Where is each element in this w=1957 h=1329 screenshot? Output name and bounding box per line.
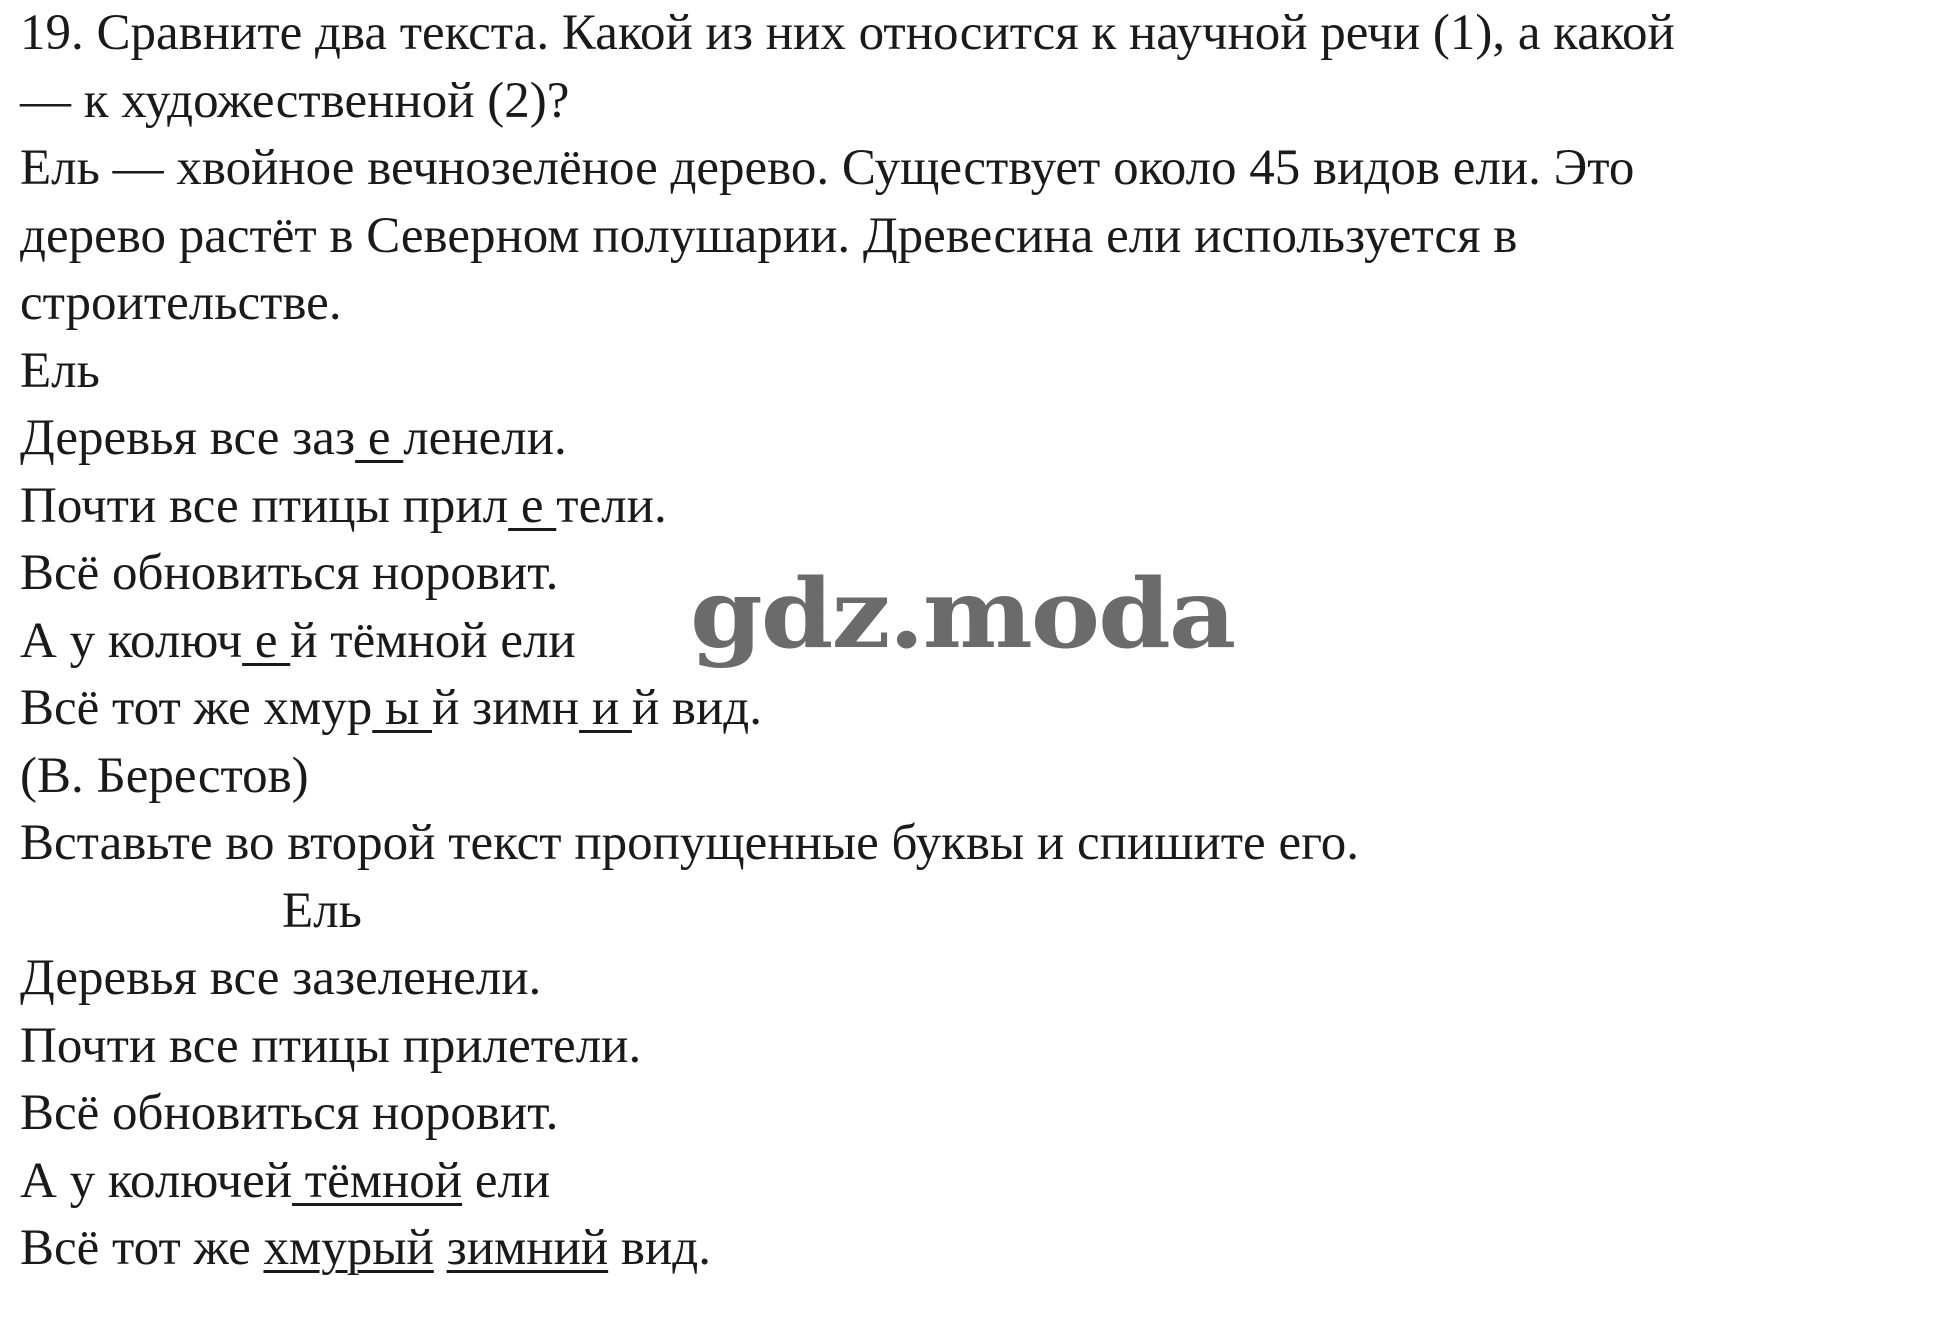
answer-text bbox=[434, 1220, 447, 1276]
science-text-line-1: Ель — хвойное вечнозелёное дерево. Существует около 45 видов ели. Это bbox=[20, 140, 1635, 196]
watermark-logo: gdz.moda bbox=[690, 556, 1235, 670]
poem-text: тели. bbox=[556, 477, 667, 534]
answer-underlined: тёмной bbox=[292, 1152, 463, 1209]
poem-gap bbox=[242, 613, 290, 669]
answer-line-1: Деревья все зазеленели. bbox=[20, 950, 542, 1006]
answer-underlined: хмурый bbox=[263, 1220, 434, 1276]
poem-line-1 bbox=[20, 405, 1950, 473]
answer-text: А у колючей bbox=[20, 1152, 293, 1209]
poem-line-5 bbox=[20, 675, 1950, 743]
answer-line-3: Всё обновиться норовит. bbox=[20, 1085, 559, 1141]
poem-text: й тёмной ели bbox=[290, 612, 576, 669]
poem-author: (В. Берестов) bbox=[20, 747, 309, 804]
instruction: Вставьте во второй текст пропущенные буквы и спишите его. bbox=[20, 815, 1359, 871]
answer-line-4 bbox=[20, 1148, 1950, 1216]
poem-text: Всё тот же хмур bbox=[20, 680, 373, 736]
science-text-line-3: строительстве. bbox=[20, 275, 342, 331]
gap-letter: е bbox=[355, 410, 404, 466]
poem-text: А у колюч bbox=[20, 612, 243, 669]
poem-gap bbox=[355, 410, 403, 466]
gap-letter: е bbox=[242, 612, 291, 669]
answer-text: Всё тот же bbox=[20, 1220, 264, 1276]
poem-line-3: Всё обновиться норовит. bbox=[20, 545, 559, 601]
answer-text: ели bbox=[462, 1152, 551, 1209]
poem-line-2 bbox=[20, 473, 1950, 541]
poem-gap bbox=[372, 680, 432, 736]
poem-text: ленели. bbox=[403, 410, 567, 466]
answer-underlined: зимний bbox=[446, 1220, 609, 1276]
poem-text: Деревья все заз bbox=[20, 410, 356, 466]
answer-line-2: Почти все птицы прилетели. bbox=[20, 1017, 642, 1074]
gap-letter: и bbox=[579, 680, 632, 736]
poem-gap bbox=[508, 478, 556, 534]
answer-line-5 bbox=[20, 1215, 1950, 1283]
task-line-1: 19. Сравните два текста. Какой из них относится к научной речи (1), а какой bbox=[20, 5, 1675, 61]
science-text-line-2: дерево растёт в Северном полушарии. Древесина ели используется в bbox=[20, 207, 1518, 264]
poem-text: й вид. bbox=[631, 680, 762, 736]
answer-title: Ель bbox=[282, 882, 362, 939]
task-line-2: — к художественной (2)? bbox=[20, 72, 570, 129]
gap-letter: ы bbox=[372, 680, 433, 736]
poem-gap bbox=[579, 680, 632, 736]
gap-letter: е bbox=[508, 477, 557, 534]
answer-text: вид. bbox=[608, 1220, 711, 1276]
poem-text: Почти все птицы прил bbox=[20, 477, 509, 534]
poem-text: й зимн bbox=[432, 680, 580, 736]
poem-title: Ель bbox=[20, 342, 100, 399]
